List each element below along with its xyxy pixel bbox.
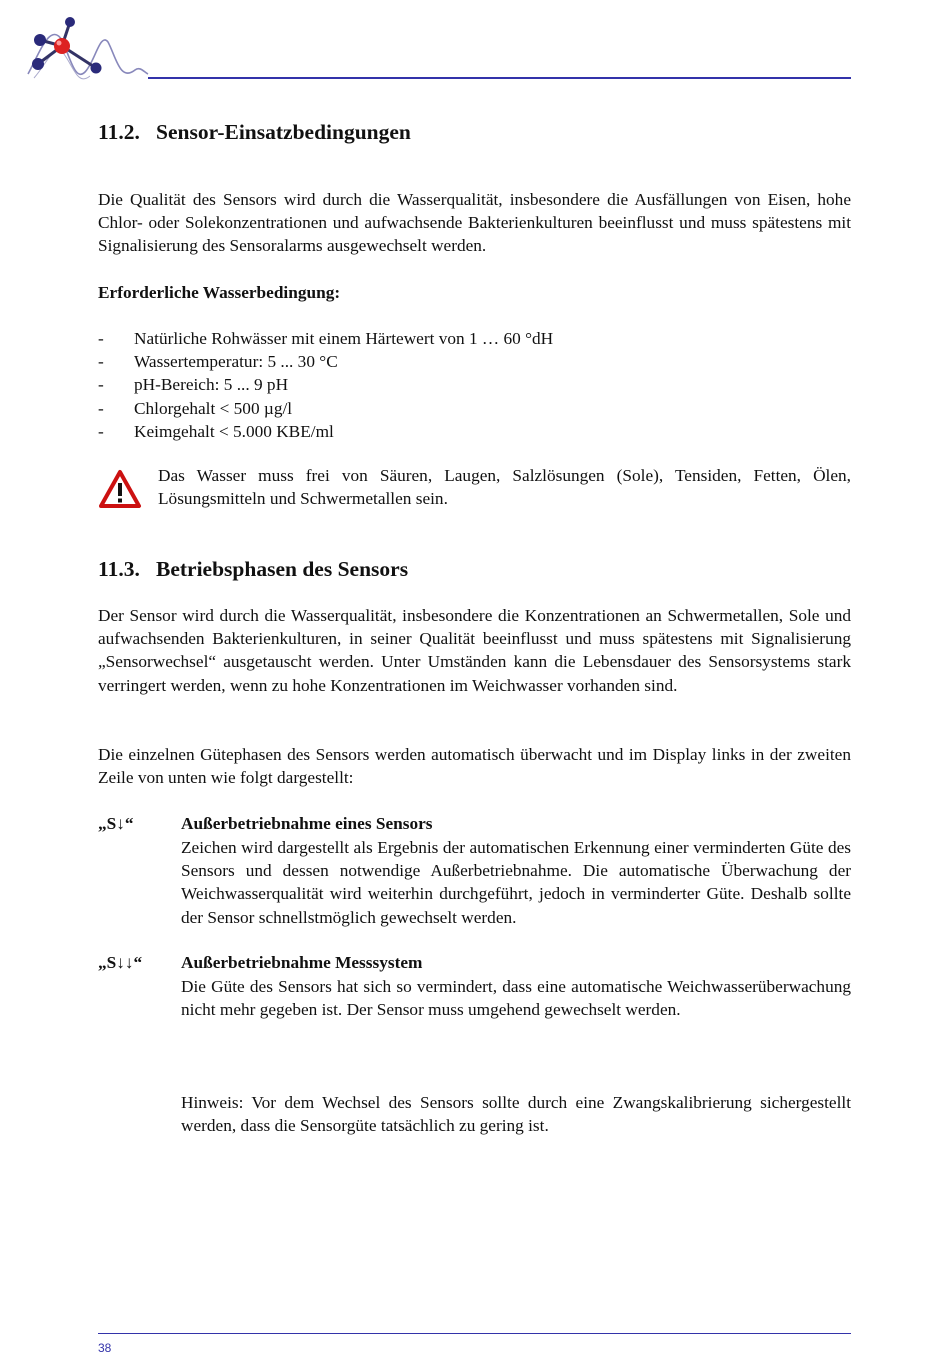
list-item (98, 397, 553, 420)
page-number: 38 (98, 1341, 112, 1355)
list-bullet: - (98, 421, 104, 441)
section-intro-paragraph: Die Qualität des Sensors wird durch die Wasserqualität, insbesondere die Ausfällungen von Eisen, hohe Chlor- oder Solekonzentrationen und aufwachsende Bakterienkulturen beeinflusst und muss spätestens mit Signalisierung des Sensoralarms ausgewechselt werden. (98, 190, 851, 256)
section-number: 11.2. (98, 120, 140, 144)
phase-title: Außerbetriebnahme Messsystem (181, 953, 423, 972)
section-heading-11-3 (98, 557, 408, 582)
phase-description: Zeichen wird dargestellt als Ergebnis der automatischen Erkennung einer verminderten Güte des Sensors und dessen notwendige Außerbetriebnahme. Die automatische Überwachung der Weichwasserqualität wird weiterhin durchgeführt, jedoch in verminderter Güte. Deshalb sollte der Sensor schnellstmöglich gewechselt werden. (181, 838, 851, 927)
list-item (98, 350, 553, 373)
list-bullet: - (98, 329, 104, 348)
section-title: Sensor-Einsatzbedingungen (156, 120, 411, 144)
list-item-text: pH-Bereich: 5 ... 9 pH (134, 375, 289, 395)
list-bullet: - (98, 375, 104, 395)
list-item-text: Natürliche Rohwässer mit einem Härtewert von 1 … 60 °dH (134, 329, 554, 348)
conditions-label: Erforderliche Wasserbedingung: (98, 283, 341, 302)
phase-description: Die Güte des Sensors hat sich so vermindert, dass eine automatische Weichwasserüberwachung nicht mehr gegeben ist. Der Sensor muss umgehend gewechselt werden. (181, 977, 851, 1020)
list-bullet: - (98, 398, 104, 418)
section-paragraph-1: Der Sensor wird durch die Wasserqualität, insbesondere die Konzentrationen an Schwermetallen, Sole und aufwachsenden Bakterienkulturen, in seiner Qualität beeinflusst und muss spätestens mit Signalisierung „Sensorwechsel“ ausgetauscht werden. Unter Umständen kann die Lebensdauer des Sensorsystems stark verringert werden, wenn zu hohe Konzentrationen im Weichwasser vorhanden sind. (98, 606, 851, 695)
list-item-text: Chlorgehalt < 500 µg/l (134, 398, 293, 418)
header-rule (148, 77, 851, 79)
section-paragraph-2: Die einzelnen Gütephasen des Sensors werden automatisch überwacht und im Display links in der zweiten Zeile von unten wie folgt dargestellt: (98, 745, 851, 788)
phase-title: Außerbetriebnahme eines Sensors (181, 814, 433, 833)
molecule-wave-logo-icon (20, 12, 150, 92)
warning-triangle-icon (98, 469, 142, 509)
phase-symbol: „S↓“ (98, 814, 134, 833)
warning-text: Das Wasser muss frei von Säuren, Laugen, Salzlösungen (Sole), Tensiden, Fetten, Ölen, Lösungsmitteln und Schwermetallen sein. (158, 466, 851, 509)
conditions-list (98, 327, 553, 443)
list-item (98, 420, 553, 443)
list-item (98, 327, 553, 350)
list-item (98, 373, 553, 396)
section-number: 11.3. (98, 557, 140, 581)
phase-symbol: „S↓↓“ (98, 953, 143, 972)
section-heading-11-2 (98, 120, 411, 145)
section-title: Betriebsphasen des Sensors (156, 557, 409, 581)
footer-rule (98, 1333, 851, 1334)
list-item-text: Wassertemperatur: 5 ... 30 °C (134, 352, 338, 372)
list-bullet: - (98, 352, 104, 372)
list-item-text: Keimgehalt < 5.000 KBE/ml (134, 421, 334, 441)
note-paragraph: Hinweis: Vor dem Wechsel des Sensors sollte durch eine Zwangskalibrierung sichergestellt werden, dass die Sensorgüte tatsächlich zu gering ist. (181, 1093, 851, 1136)
